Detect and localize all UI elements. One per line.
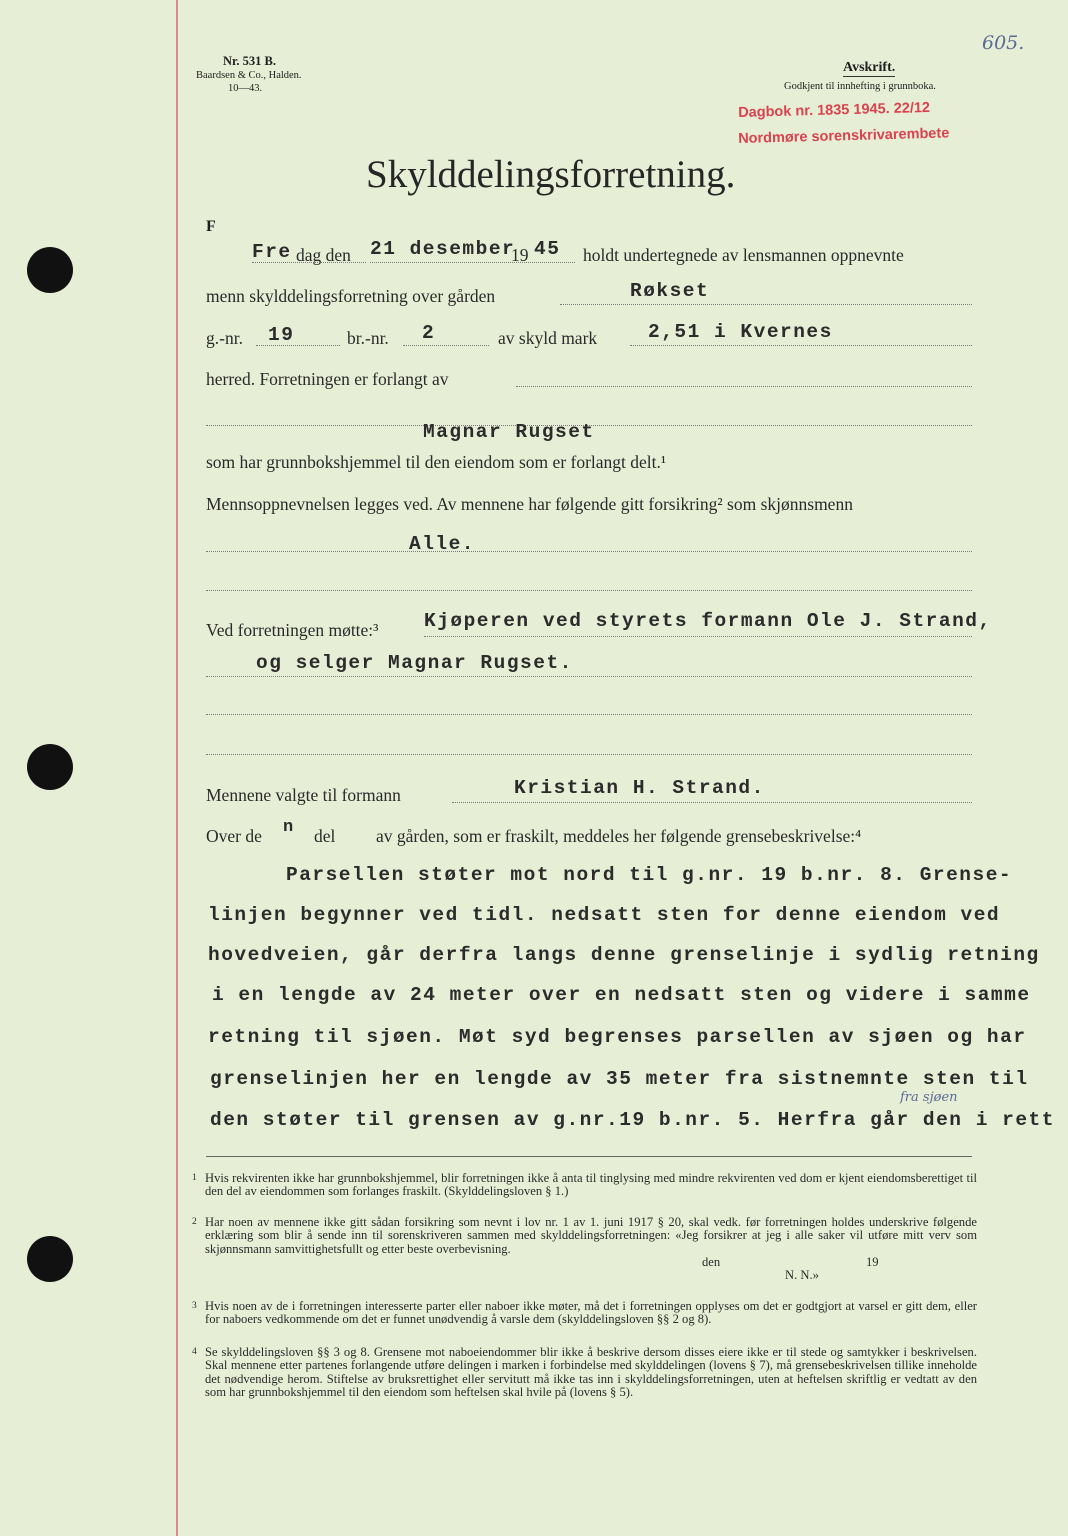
alle-value: Alle. <box>409 533 476 555</box>
dotted-rule <box>206 714 972 715</box>
margin-rule <box>176 0 178 1536</box>
grunnbok-text: som har grunnbokshjemmel til den eiendom som er forlangt delt.¹ <box>206 452 667 472</box>
dotted-rule <box>206 754 972 755</box>
page-title: Skylddelingsforretning. <box>366 153 736 196</box>
desc-line: grenselinjen her en lengde av 35 meter fra sistnemnte sten til <box>210 1068 1029 1090</box>
year-prefix: 19 <box>511 245 529 265</box>
over-de-label: Over de <box>206 826 262 846</box>
farm-name: Røkset <box>630 280 710 302</box>
avskrift-subtitle: Godkjent til innhefting i grunnboka. <box>784 81 936 92</box>
desc-line: hovedveien, går derfra langs denne grenselinje i sydlig retning <box>208 944 1040 966</box>
herred-label: herred. Forretningen er forlangt av <box>206 369 449 389</box>
printer-name: Baardsen & Co., Halden. <box>196 70 302 81</box>
footnote-nn-row <box>205 1269 977 1282</box>
footnote-text: Se skylddelingsloven §§ 3 og 8. Grensene mot naboeiendommer blir ikke å beskrive dersom disses eiere ikke er til stede og samtykker i beskrivelsen. Skal mennene etter partenes forlangende utføre delingen i marken i forbindelse med skylddelingen (lovens § 7), må grensebeskrivelsen tillike inneholde det nødvendige herom. Stiftelse av bruksrettighet eller servitutt må ikke tas inn i skylddelingsforretningen, uten at heftelsen skriftlig er vedtatt av den som har grunnbokshjemmel til den eiendom som heftelsen skal hvile på (lovens § 5). <box>205 1345 977 1400</box>
office-stamp: Nordmøre sorenskrivarembete <box>738 125 950 147</box>
year-value: 45 <box>534 238 561 260</box>
weekday-prefix: Fre <box>252 241 292 263</box>
desc-line: den støter til grensen av g.nr.19 b.nr. 5. Herfra går den i rett <box>210 1109 1055 1131</box>
desc-line: i en lengde av 24 meter over en nedsatt sten og videre i samme <box>212 984 1031 1006</box>
footnote-year: 19 <box>866 1255 879 1270</box>
punch-hole-bottom <box>27 1236 73 1282</box>
desc-line: retning til sjøen. Møt syd begrenses parsellen av sjøen og har <box>208 1026 1027 1048</box>
footnote-text: Har noen av mennene ikke gitt sådan forsikring som nevnt i lov nr. 1 av 1. juni 1917 § 20, skal vedk. før forretningen holdes underskrive følgende erklæring som blir å sende inn til sorenskriveren sammen med skylddelingsforretningen: «Jeg forsikrer at jeg i alle saker vil utføre mitt verv som skjønnsmann samvittighetsfullt og etter beste overbevisning. <box>205 1215 977 1256</box>
footnote-text: Hvis noen av de i forretningen interesserte parter eller naboer ikke møter, må det i forretningen opplyses om det er godtgjort at varsel er gitt dem, eller for naboers vedkommende om det er funnet unødvendig å varsle dem (skylddelingsloven §§ 2 og 8). <box>205 1299 977 1327</box>
dotted-rule <box>252 262 366 263</box>
dotted-rule <box>560 304 972 305</box>
footnote-number: 2 <box>192 1217 197 1227</box>
dag-den-label: dag den <box>296 245 351 265</box>
print-date: 10—43. <box>228 83 263 94</box>
footnote-3 <box>192 1299 977 1327</box>
footnote-1 <box>192 1171 977 1199</box>
brnr-value: 2 <box>422 322 436 344</box>
footnote-2 <box>192 1215 977 1283</box>
desc-line: linjen begynner ved tidl. nedsatt sten for denne eiendom ved <box>208 904 1001 926</box>
gnr-label: g.-nr. <box>206 328 243 348</box>
over-rest-text: av gården, som er fraskilt, meddeles her følgende grensebeskrivelse:⁴ <box>376 826 862 846</box>
over-n: n <box>283 818 295 837</box>
dotted-rule <box>630 345 972 346</box>
dotted-rule <box>424 636 972 637</box>
footnote-divider <box>206 1156 972 1157</box>
footnote-4 <box>192 1345 977 1400</box>
footnote-number: 1 <box>192 1173 197 1183</box>
requester-name: Magnar Rugset <box>423 421 595 443</box>
motte-line1: Kjøperen ved styrets formann Ole J. Strand, <box>424 610 992 632</box>
dotted-rule <box>206 590 972 591</box>
dotted-rule <box>206 551 972 552</box>
footnote-signature-row <box>205 1256 977 1269</box>
footnote-den: den <box>702 1255 721 1270</box>
footnote-nn: N. N.» <box>785 1268 819 1283</box>
gnr-value: 19 <box>268 324 295 346</box>
formann-value: Kristian H. Strand. <box>514 777 765 799</box>
footnote-text: Hvis rekvirenten ikke har grunnbokshjemmel, blir forretningen ikke å anta til tinglysing med mindre rekvirenten ved dom er kjent eiendomsberettiget til den del av eiendommen som forlanges fraskilt. (Skylddelingsloven § 1.) <box>205 1171 977 1199</box>
footnote-number: 3 <box>192 1301 197 1311</box>
menn-text: Mennsoppnevnelsen legges ved. Av mennene har følgende gitt forsikring² som skjønnsmenn <box>206 494 853 514</box>
formann-label: Mennene valgte til formann <box>206 785 401 805</box>
brnr-label: br.-nr. <box>347 328 389 348</box>
over-del-label: del <box>314 826 336 846</box>
line2-text: menn skylddelingsforretning over gården <box>206 286 496 306</box>
skyld-value: 2,51 i Kvernes <box>648 321 833 343</box>
footnote-number: 4 <box>192 1347 197 1357</box>
line1-text: holdt undertegnede av lensmannen oppnevnte <box>583 245 904 265</box>
journal-stamp: Dagbok nr. 1835 1945. 22/12 <box>738 99 931 121</box>
dotted-rule <box>403 345 489 346</box>
handwritten-insert: fra sjøen <box>900 1090 958 1105</box>
page-number: 605. <box>982 32 1025 54</box>
motte-line2: og selger Magnar Rugset. <box>256 652 573 674</box>
initial-mark: F <box>206 218 216 235</box>
punch-hole-top <box>27 247 73 293</box>
date-value: 21 desember <box>370 238 516 260</box>
skyld-label: av skyld mark <box>498 328 598 348</box>
dotted-rule <box>516 386 972 387</box>
dotted-rule <box>206 676 972 677</box>
form-number: Nr. 531 B. <box>223 54 277 68</box>
desc-line: Parsellen støter mot nord til g.nr. 19 b.nr. 8. Grense- <box>286 864 1013 886</box>
avskrift-title: Avskrift. <box>843 60 896 75</box>
punch-hole-middle <box>27 744 73 790</box>
dotted-rule <box>452 802 972 803</box>
motte-label: Ved forretningen møtte:³ <box>206 620 379 640</box>
dotted-rule <box>256 345 340 346</box>
dotted-rule <box>370 262 575 263</box>
